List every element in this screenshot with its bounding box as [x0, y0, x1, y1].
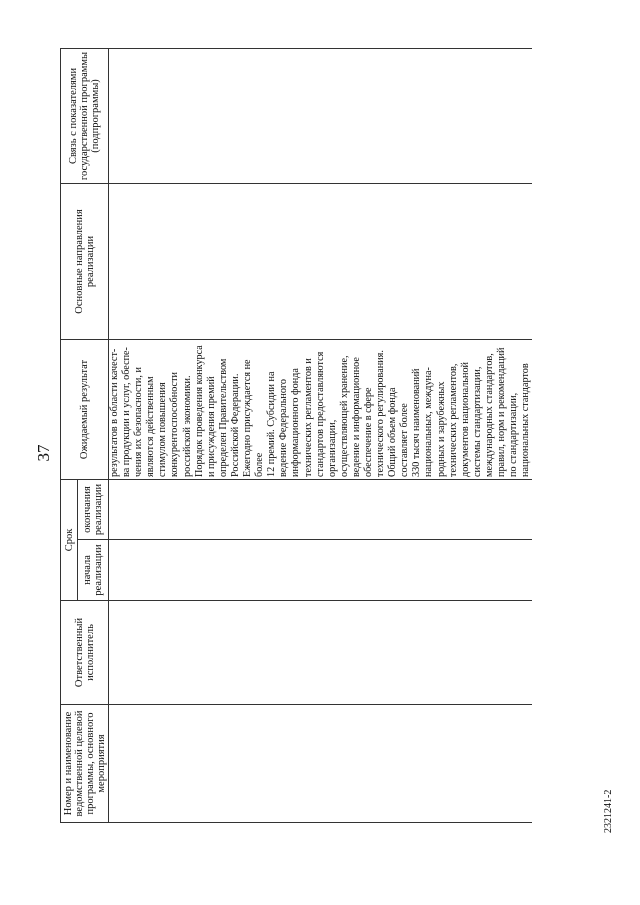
cell-term-start — [109, 539, 533, 600]
result-line: результатов в области качест- — [109, 348, 120, 477]
header-directions: Основные направления реализации — [61, 183, 109, 339]
result-line: международных стандартов, — [483, 352, 495, 477]
document-code: 2321241-2 — [603, 789, 614, 833]
result-line: конкурентоспособности — [169, 371, 181, 477]
result-line: системы стандартизации, — [471, 366, 483, 477]
result-line: 12 премий. Субсидии на — [266, 370, 278, 477]
cell-expected-result — [109, 339, 533, 479]
result-line: Российской Федерации. — [229, 373, 241, 477]
result-line: технических регламентов, — [447, 363, 459, 477]
result-line: Общий объем фонда — [387, 386, 399, 477]
result-line: технических регламентов и — [302, 357, 314, 477]
cell-directions — [109, 183, 533, 339]
result-line: родных и зарубежных — [435, 381, 447, 477]
result-line: по стандартизации, — [508, 392, 520, 477]
result-line: чения их безопасности, и — [133, 366, 145, 477]
result-line: ведение Федерального — [278, 378, 290, 477]
result-line: являются действенным — [145, 375, 157, 477]
header-term-end: окончания реализации — [78, 479, 109, 539]
result-line: национальных стандартов — [520, 362, 532, 477]
table-row — [109, 48, 533, 822]
result-line: обеспечение в сфере — [362, 386, 374, 477]
header-executor: Ответственный исполнитель — [61, 600, 109, 704]
result-line: 330 тысяч наименований — [411, 367, 423, 477]
header-expected-result: Ожидаемый результат — [61, 339, 109, 479]
result-line: ведение и информационное — [350, 356, 362, 477]
header-indicators: Связь с показателями государственной программы (подпрограммы) — [61, 48, 109, 183]
result-line: национальных, междуна- — [423, 366, 435, 477]
header-program: Номер и наименование ведомственной целевой программы, основного мероприятия — [61, 704, 109, 822]
result-line: правил, норм и рекомендаций — [496, 347, 507, 477]
cell-program — [109, 704, 533, 822]
result-line: документов национальной — [459, 361, 471, 477]
page-number: 37 — [34, 444, 53, 461]
result-line: информационного фонда — [290, 367, 302, 477]
result-line: определен Правительством — [217, 358, 229, 477]
result-line: стандартов предоставляются — [314, 351, 326, 477]
result-line: технического регулирования. — [375, 349, 387, 477]
result-line: ва продукции и услуг, обеспе- — [121, 346, 133, 477]
result-line: Порядок проведения конкурса — [193, 344, 205, 477]
result-line: составляет более — [399, 402, 411, 477]
header-term-start: начала реализации — [78, 539, 109, 600]
result-line: осуществляющей хранение, — [338, 354, 350, 477]
header-term: Срок — [61, 479, 78, 600]
result-line: и присуждения премий — [205, 375, 217, 477]
rotated-page — [20, 43, 620, 863]
result-line: стимулом повышения — [157, 381, 169, 477]
expected-result-text — [109, 341, 532, 476]
result-line: Ежегодно присуждается не — [242, 358, 254, 477]
result-line: более — [254, 452, 266, 477]
program-table — [60, 47, 532, 822]
result-line: российской экономики. — [181, 374, 193, 477]
result-line: организации, — [326, 419, 338, 477]
cell-indicators — [109, 48, 533, 183]
cell-executor — [109, 600, 533, 704]
cell-term-end — [109, 479, 533, 539]
